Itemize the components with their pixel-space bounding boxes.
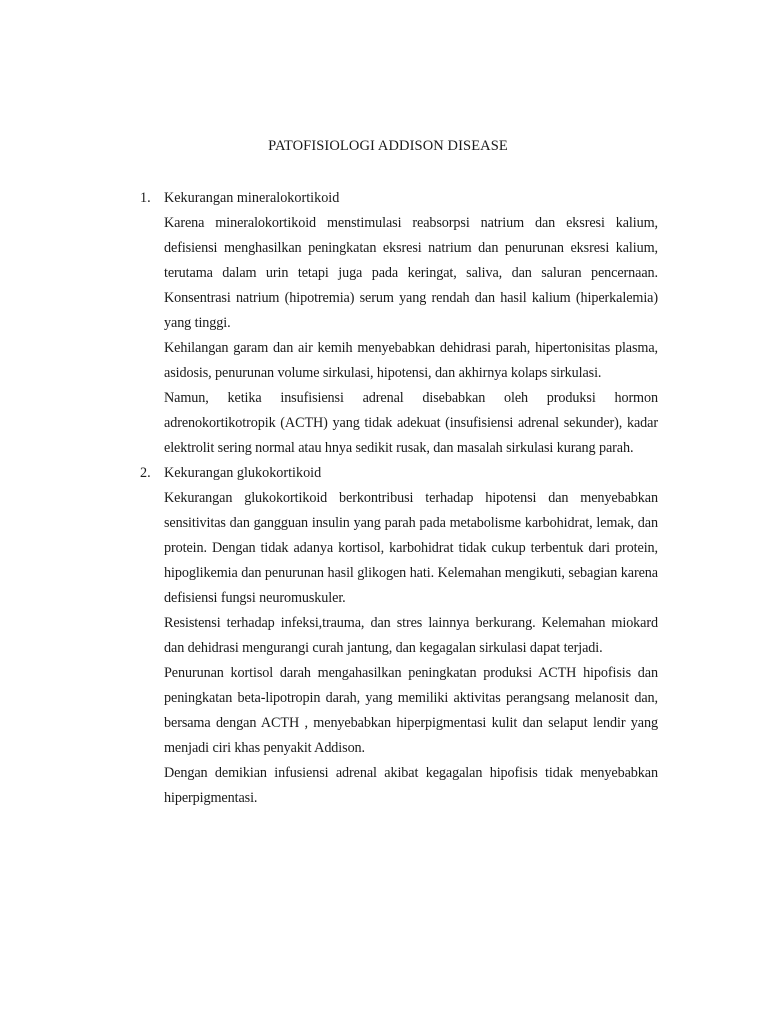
- section-title: Kekurangan mineralokortikoid: [164, 190, 340, 206]
- section-number: 1.: [140, 190, 151, 206]
- paragraph: Resistensi terhadap infeksi,trauma, dan stres lainnya berkurang. Kelemahan miokard dan dehidrasi mengurangi curah jantung, dan kegagalan sirkulasi dapat terjadi.: [164, 615, 658, 656]
- paragraph: Karena mineralokortikoid menstimulasi reabsorpsi natrium dan eksresi kalium, defisiensi menghasilkan peningkatan eksresi natrium dan penurunan eksresi kalium, terutama dalam urin tetapi juga pada keringat, saliva, dan saluran pencernaan. Konsentrasi natrium (hipotremia) serum yang rendah dan hasil kalium (hiperkalemia) yang tinggi.: [164, 215, 658, 331]
- paragraph: Penurunan kortisol darah mengahasilkan peningkatan produksi ACTH hipofisis dan peningkatan beta-lipotropin darah, yang memiliki aktivitas perangsang melanosit dan, bersama dengan ACTH , menyebabkan hiperpigmentasi kulit dan selaput lendir yang menjadi ciri khas penyakit Addison.: [164, 665, 658, 756]
- section-title: Kekurangan glukokortikoid: [164, 465, 322, 481]
- paragraph: Kekurangan glukokortikoid berkontribusi terhadap hipotensi dan menyebabkan sensitivitas dan gangguan insulin yang parah pada metabolisme karbohidrat, lemak, dan protein. Dengan tidak adanya kortisol, karbohidrat tidak cukup terbentuk dari protein, hipoglikemia dan penurunan hasil glikogen hati. Kelemahan mengikuti, sebagian karena defisiensi fungsi neuromuskuler.: [164, 490, 658, 606]
- paragraph: Kehilangan garam dan air kemih menyebabkan dehidrasi parah, hipertonisitas plasma, asidosis, penurunan volume sirkulasi, hipotensi, dan akhirnya kolaps sirkulasi.: [164, 340, 658, 381]
- document-title: PATOFISIOLOGI ADDISON DISEASE: [268, 138, 508, 154]
- section-glukokortikoid: [140, 461, 658, 811]
- section-mineralokortikoid: [140, 186, 658, 461]
- paragraph: Dengan demikian infusiensi adrenal akibat kegagalan hipofisis tidak menyebabkan hiperpigmentasi.: [164, 765, 658, 806]
- section-number: 2.: [140, 465, 151, 481]
- paragraph: Namun, ketika insufisiensi adrenal disebabkan oleh produksi hormon adrenokortikotropik (ACTH) yang tidak adekuat (insufisiensi adrenal sekunder), kadar elektrolit sering normal atau hnya sedikit rusak, dan masalah sirkulasi kurang parah.: [164, 390, 658, 456]
- section-heading: [140, 461, 658, 486]
- section-heading: [140, 186, 658, 211]
- document-body: [140, 186, 658, 811]
